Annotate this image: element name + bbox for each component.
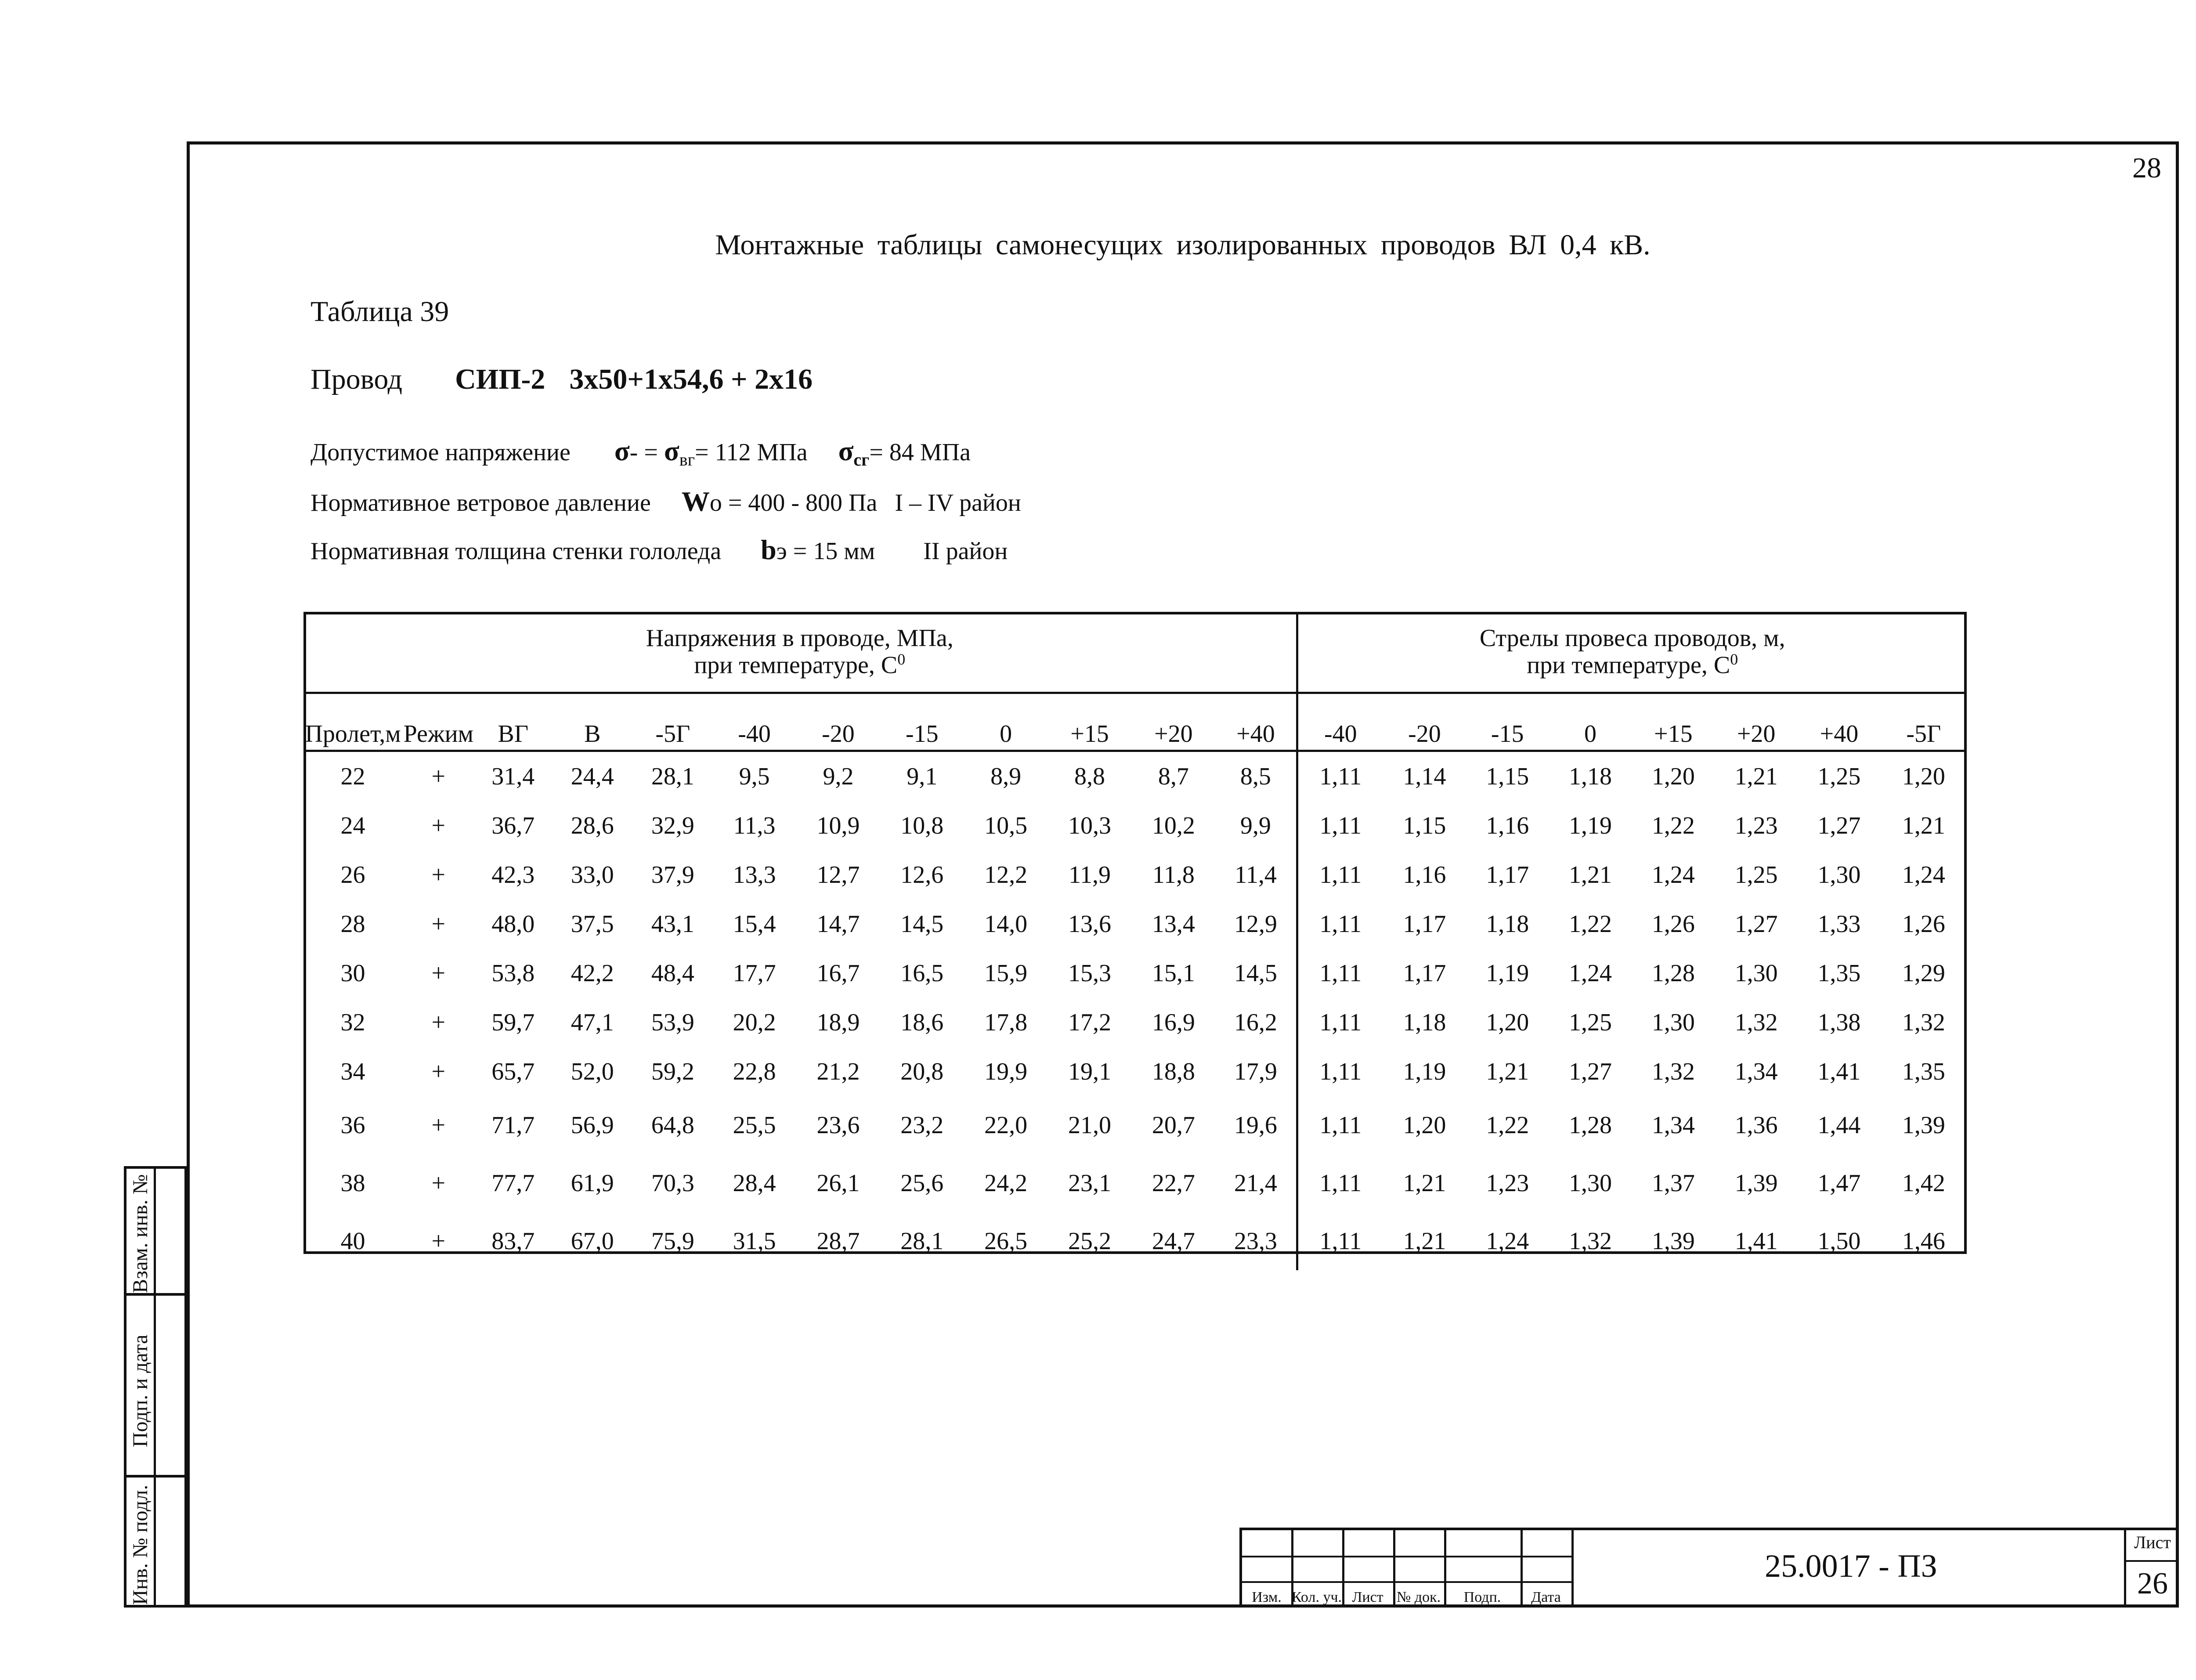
column-header: -20 [1383, 693, 1466, 751]
table-cell: 1,30 [1651, 1009, 1695, 1036]
table-cell: 1,20 [1651, 763, 1695, 790]
table-cell: 1,38 [1817, 1009, 1861, 1036]
table-cell: 15,1 [1152, 960, 1195, 987]
param-ice-value: = 15 мм [793, 538, 875, 565]
table-cell: 52,0 [571, 1058, 614, 1085]
table-cell: 8,7 [1158, 763, 1189, 790]
table-cell: 26,1 [816, 1170, 860, 1197]
table-cell: 23,3 [1215, 1212, 1297, 1270]
table-cell: 1,25 [1734, 861, 1778, 889]
table-cell: 18,8 [1152, 1058, 1195, 1085]
degree-sup: 0 [897, 650, 906, 668]
table-cell: 26,5 [984, 1228, 1028, 1255]
table-cell: 1,27 [1569, 1058, 1612, 1085]
table-row [303, 1096, 1967, 1154]
table-cell: 64,8 [651, 1112, 694, 1139]
caption-date: Дата [1531, 1589, 1561, 1605]
table-cell: 21,4 [1215, 1154, 1297, 1212]
table-cell: 16,5 [900, 960, 944, 987]
table-cell: 8,9 [990, 763, 1022, 790]
table-cell: 1,11 [1319, 861, 1362, 889]
column-header: -5Г [633, 693, 713, 751]
table-cell: 1,11 [1319, 812, 1362, 839]
table-cell: + [431, 763, 446, 790]
table-cell: 1,25 [1817, 763, 1861, 790]
table-cell: 1,41 [1734, 1228, 1778, 1255]
table-cell: 1,47 [1817, 1170, 1861, 1197]
table-cell: 1,19 [1486, 960, 1529, 987]
table-cell: + [431, 812, 446, 839]
table-cell: 1,39 [1651, 1228, 1695, 1255]
table-row [303, 850, 1967, 900]
table-cell: 22,0 [984, 1112, 1028, 1139]
table-cell: 25,5 [733, 1112, 776, 1139]
group-header-sag-line2: при температуре, С [1527, 651, 1730, 679]
table-cell: 1,50 [1817, 1228, 1861, 1255]
table-cell: 1,18 [1403, 1009, 1446, 1036]
table-cell: 1,11 [1319, 910, 1362, 938]
table-cell: 15,9 [984, 960, 1028, 987]
table-cell: 28,1 [651, 763, 694, 790]
table-cell: 1,22 [1651, 812, 1695, 839]
param-wind [311, 485, 1021, 518]
table-cell: 23,2 [900, 1112, 944, 1139]
table-cell: 28,7 [816, 1228, 860, 1255]
table-cell: 19,1 [1068, 1058, 1112, 1085]
table-cell: 28 [340, 910, 365, 938]
table-cell: 11,8 [1152, 861, 1195, 889]
table-cell: 15,3 [1068, 960, 1112, 987]
table-cell: 1,28 [1569, 1112, 1612, 1139]
table-cell: 10,9 [816, 812, 860, 839]
stamp-label: Подп. и дата [129, 1334, 152, 1447]
table-cell: 1,26 [1651, 910, 1695, 938]
table-cell: 17,2 [1068, 1009, 1112, 1036]
table-cell: 22 [340, 763, 365, 790]
wind-symbol: W [681, 486, 710, 517]
table-cell: 20,7 [1152, 1112, 1195, 1139]
column-header: В [552, 693, 633, 751]
table-cell: 38 [340, 1170, 365, 1197]
table-cell: 1,37 [1651, 1170, 1695, 1197]
table-cell: + [431, 1112, 446, 1139]
table-cell: 1,44 [1817, 1112, 1861, 1139]
table-cell: 11,9 [1069, 861, 1111, 889]
column-header: +20 [1715, 693, 1798, 751]
table-cell: 1,26 [1902, 910, 1945, 938]
table-cell: 22,7 [1152, 1170, 1195, 1197]
table-cell: 14,7 [816, 910, 860, 938]
table-cell: 71,7 [491, 1112, 535, 1139]
table-cell: 9,9 [1215, 801, 1297, 850]
table-cell: 17,7 [733, 960, 776, 987]
column-header: Режим [402, 693, 474, 751]
document-code: 25.0017 - ПЗ [1765, 1548, 1937, 1584]
table-cell: 32,9 [651, 812, 694, 839]
table-cell: 28,1 [900, 1228, 944, 1255]
table-cell: 11,3 [733, 812, 776, 839]
table-cell: 1,11 [1319, 1058, 1362, 1085]
table-cell: + [431, 910, 446, 938]
table-cell: 37,5 [571, 910, 614, 938]
table-cell: 23,6 [816, 1112, 860, 1139]
table-cell: 16,7 [816, 960, 860, 987]
table-cell: 30 [340, 960, 365, 987]
param-stress-val1: = 112 МПа [695, 439, 808, 466]
table-cell: 10,8 [900, 812, 944, 839]
table-cell: 1,19 [1403, 1058, 1446, 1085]
table-cell: 1,32 [1902, 1009, 1945, 1036]
wire-spec: 3х50+1х54,6 + 2х16 [569, 363, 813, 395]
table-cell: 8,8 [1074, 763, 1105, 790]
table-cell: 12,9 [1215, 900, 1297, 949]
stamp-label: Взам. инв. № [129, 1174, 152, 1293]
table-cell: 1,27 [1817, 812, 1861, 839]
table-cell: 53,9 [651, 1009, 694, 1036]
param-stress-mid: - = [629, 439, 664, 466]
table-cell: 31,4 [491, 763, 535, 790]
param-wind-label: Нормативное ветровое давление [311, 489, 651, 517]
param-stress-sub: вг [679, 450, 695, 470]
table-cell: 31,5 [733, 1228, 776, 1255]
table-cell: 1,11 [1319, 763, 1362, 790]
table-cell: 17,8 [984, 1009, 1028, 1036]
table-cell: + [431, 1228, 446, 1255]
param-stress [311, 435, 971, 470]
table-cell: 1,23 [1486, 1170, 1529, 1197]
table-label: Таблица 39 [311, 296, 449, 328]
table-cell: 1,21 [1403, 1228, 1446, 1255]
table-cell: 48,4 [651, 960, 694, 987]
column-header: +40 [1215, 693, 1297, 751]
table-cell: 20,2 [733, 1009, 776, 1036]
table-cell: 1,24 [1902, 861, 1945, 889]
table-cell: 1,15 [1403, 812, 1446, 839]
table-cell: 42,2 [571, 960, 614, 987]
table-cell: 56,9 [571, 1112, 614, 1139]
table-cell: 20,8 [900, 1058, 944, 1085]
table-cell: 1,14 [1403, 763, 1446, 790]
table-cell: 1,30 [1817, 861, 1861, 889]
table-cell: 1,24 [1569, 960, 1612, 987]
table-cell: + [431, 1009, 446, 1036]
table-cell: 16,2 [1215, 998, 1297, 1047]
sigma-symbol: σ [614, 435, 630, 466]
param-ice-label: Нормативная толщина стенки гололеда [311, 538, 722, 565]
table-cell: 11,4 [1215, 850, 1297, 900]
table-cell: 24,2 [984, 1170, 1028, 1197]
table-cell: 1,36 [1734, 1112, 1778, 1139]
table-row [303, 949, 1967, 998]
table-cell: 1,11 [1319, 1228, 1362, 1255]
table-cell: 13,6 [1068, 910, 1112, 938]
table-cell: 10,3 [1068, 812, 1112, 839]
table-cell: 1,11 [1319, 1112, 1362, 1139]
wind-sub: o [709, 489, 722, 517]
param-wind-region: I – IV район [895, 489, 1021, 517]
caption-signature: Подп. [1463, 1589, 1501, 1605]
wire-line [311, 363, 813, 396]
sheet-box [2124, 1530, 2179, 1608]
table-cell: 12,7 [816, 861, 860, 889]
table-cell: 48,0 [491, 910, 535, 938]
table-cell: 14,0 [984, 910, 1028, 938]
table-cell: 18,9 [816, 1009, 860, 1036]
table-cell: 42,3 [491, 861, 535, 889]
table-cell: 15,4 [733, 910, 776, 938]
document-title: Монтажные таблицы самонесущих изолированных проводов ВЛ 0,4 кВ. [715, 229, 1651, 261]
group-header-stress-line1: Напряжения в проводе, МПа, [646, 624, 954, 652]
table-cell: 1,22 [1486, 1112, 1529, 1139]
stamp-label: Инв. № подл. [129, 1485, 152, 1605]
table-cell: 1,18 [1486, 910, 1529, 938]
table-cell: 12,6 [900, 861, 944, 889]
table-cell: 1,21 [1569, 861, 1612, 889]
table-cell: 1,46 [1902, 1228, 1945, 1255]
table-cell: 1,16 [1486, 812, 1529, 839]
column-header: 0 [964, 693, 1048, 751]
table-cell: 14,5 [900, 910, 944, 938]
stamp-original-inv [124, 1475, 187, 1608]
table-cell: 1,15 [1486, 763, 1529, 790]
table-cell: 1,23 [1734, 812, 1778, 839]
table-cell: 25,2 [1068, 1228, 1112, 1255]
column-header: Пролет,м [303, 693, 402, 751]
column-header: -40 [712, 693, 796, 751]
table-row [303, 1154, 1967, 1212]
table-cell: 70,3 [651, 1170, 694, 1197]
page-number: 28 [2132, 152, 2161, 184]
table-cell: 19,6 [1215, 1096, 1297, 1154]
table-cell: 1,21 [1403, 1170, 1446, 1197]
table-cell: 21,0 [1068, 1112, 1112, 1139]
table-cell: 1,28 [1651, 960, 1695, 987]
table-cell: + [431, 960, 446, 987]
column-header: -20 [796, 693, 880, 751]
caption-count: Кол. уч. [1291, 1589, 1342, 1605]
table-cell: 1,39 [1902, 1112, 1945, 1139]
table-cell: 28,4 [733, 1170, 776, 1197]
table-cell: 1,17 [1403, 960, 1446, 987]
table-row [303, 751, 1967, 802]
table-cell: 75,9 [651, 1228, 694, 1255]
table-cell: 8,5 [1215, 751, 1297, 802]
table-cell: 83,7 [491, 1228, 535, 1255]
param-stress-sub: сг [853, 450, 870, 470]
table-cell: 21,2 [816, 1058, 860, 1085]
title-block [1239, 1528, 2179, 1608]
table-cell: 33,0 [571, 861, 614, 889]
table-cell: 1,20 [1486, 1009, 1529, 1036]
table-cell: 1,17 [1403, 910, 1446, 938]
table-cell: + [431, 861, 446, 889]
table-cell: 1,24 [1651, 861, 1695, 889]
column-header: -15 [880, 693, 964, 751]
table-cell: 26 [340, 861, 365, 889]
stamp-sign-date [124, 1293, 187, 1478]
table-cell: 1,21 [1902, 812, 1945, 839]
table-cell: 14,5 [1215, 949, 1297, 998]
table-cell: 10,2 [1152, 812, 1195, 839]
table-cell: 1,35 [1817, 960, 1861, 987]
table-cell: 1,32 [1734, 1009, 1778, 1036]
table-cell: 22,8 [733, 1058, 776, 1085]
table-cell: 59,2 [651, 1058, 694, 1085]
table-cell: 1,32 [1569, 1228, 1612, 1255]
table-cell: 1,22 [1569, 910, 1612, 938]
table-cell: 25,6 [900, 1170, 944, 1197]
table-cell: 10,5 [984, 812, 1028, 839]
group-header-sag-line1: Стрелы провеса проводов, м, [1479, 624, 1785, 652]
column-header: ВГ [475, 693, 552, 751]
table-cell: 1,33 [1817, 910, 1861, 938]
table-cell: 1,32 [1651, 1058, 1695, 1085]
param-wind-value: = 400 - 800 Па [728, 489, 878, 517]
degree-sup: 0 [1730, 650, 1738, 668]
column-header: +15 [1048, 693, 1132, 751]
table-cell: 37,9 [651, 861, 694, 889]
table-cell: 1,35 [1902, 1058, 1945, 1085]
table-cell: 1,24 [1486, 1228, 1529, 1255]
table-cell: 67,0 [571, 1228, 614, 1255]
table-cell: 59,7 [491, 1009, 535, 1036]
table-cell: 9,1 [907, 763, 938, 790]
table-cell: 1,18 [1569, 763, 1612, 790]
table-cell: + [431, 1170, 446, 1197]
column-header: -40 [1297, 693, 1383, 751]
table-cell: 1,11 [1319, 1009, 1362, 1036]
wire-label: Провод [311, 363, 403, 395]
table-cell: 23,1 [1068, 1170, 1112, 1197]
table-cell: 34 [340, 1058, 365, 1085]
table-cell: 32 [340, 1009, 365, 1036]
table-cell: 1,20 [1902, 763, 1945, 790]
table-cell: 65,7 [491, 1058, 535, 1085]
table-cell: + [431, 1058, 446, 1085]
table-cell: 1,11 [1319, 960, 1362, 987]
table-cell: 1,34 [1651, 1112, 1695, 1139]
table-cell: 36 [340, 1112, 365, 1139]
table-cell: 1,30 [1569, 1170, 1612, 1197]
table-cell: 1,41 [1817, 1058, 1861, 1085]
column-header: -5Г [1881, 693, 1967, 751]
column-header: +20 [1131, 693, 1215, 751]
column-header: +15 [1632, 693, 1715, 751]
installation-table [303, 612, 1967, 1270]
column-header: -15 [1466, 693, 1549, 751]
column-header: 0 [1549, 693, 1632, 751]
table-cell: 18,6 [900, 1009, 944, 1036]
table-cell: 47,1 [571, 1009, 614, 1036]
sigma-symbol: σ [838, 435, 854, 466]
table-cell: 13,3 [733, 861, 776, 889]
table-row [303, 900, 1967, 949]
table-row [303, 998, 1967, 1047]
group-header-stress-line2: при температуре, С [694, 651, 898, 679]
sigma-symbol: σ [664, 435, 679, 466]
table-cell: 1,19 [1569, 812, 1612, 839]
caption-change: Изм. [1252, 1589, 1282, 1605]
param-ice [311, 534, 1008, 566]
table-cell: 1,29 [1902, 960, 1945, 987]
table-cell: 13,4 [1152, 910, 1195, 938]
table-cell: 24 [340, 812, 365, 839]
table-cell: 1,42 [1902, 1170, 1945, 1197]
table-cell: 9,2 [823, 763, 854, 790]
ice-symbol: b [761, 534, 777, 565]
table-cell: 1,34 [1734, 1058, 1778, 1085]
column-header: +40 [1798, 693, 1881, 751]
table-cell: 1,30 [1734, 960, 1778, 987]
group-header-sag [1297, 612, 1967, 693]
table-row [303, 801, 1967, 850]
table-cell: 77,7 [491, 1170, 535, 1197]
stamp-replacement [124, 1166, 187, 1296]
table-cell: 53,8 [491, 960, 535, 987]
table-cell: 1,21 [1486, 1058, 1529, 1085]
table-cell: 1,21 [1734, 763, 1778, 790]
table-cell: 40 [340, 1228, 365, 1255]
wire-type: СИП-2 [455, 363, 545, 395]
table-cell: 61,9 [571, 1170, 614, 1197]
table-cell: 12,2 [984, 861, 1028, 889]
table-cell: 1,27 [1734, 910, 1778, 938]
table-cell: 28,6 [571, 812, 614, 839]
sheet-number: 26 [2137, 1567, 2168, 1601]
ice-sub: э [776, 538, 787, 565]
table-cell: 9,5 [739, 763, 770, 790]
table-cell: 1,39 [1734, 1170, 1778, 1197]
table-cell: 17,9 [1215, 1047, 1297, 1096]
table-row [303, 1047, 1967, 1096]
table-cell: 1,25 [1569, 1009, 1612, 1036]
table-cell: 16,9 [1152, 1009, 1195, 1036]
table-cell: 1,17 [1486, 861, 1529, 889]
sheet-label: Лист [2126, 1532, 2179, 1562]
table-cell: 1,11 [1319, 1170, 1362, 1197]
param-ice-region: II район [923, 538, 1008, 565]
table-row [303, 1212, 1967, 1270]
param-stress-val2: = 84 МПа [869, 439, 971, 466]
table-cell: 24,4 [571, 763, 614, 790]
table-cell: 1,20 [1403, 1112, 1446, 1139]
group-header-stress [303, 612, 1297, 693]
table-cell: 36,7 [491, 812, 535, 839]
table-cell: 19,9 [984, 1058, 1028, 1085]
table-cell: 43,1 [651, 910, 694, 938]
table-cell: 1,16 [1403, 861, 1446, 889]
param-stress-label: Допустимое напряжение [311, 439, 571, 466]
table-cell: 24,7 [1152, 1228, 1195, 1255]
caption-sheet: Лист [1352, 1589, 1383, 1605]
caption-doc-no: № док. [1396, 1589, 1441, 1605]
